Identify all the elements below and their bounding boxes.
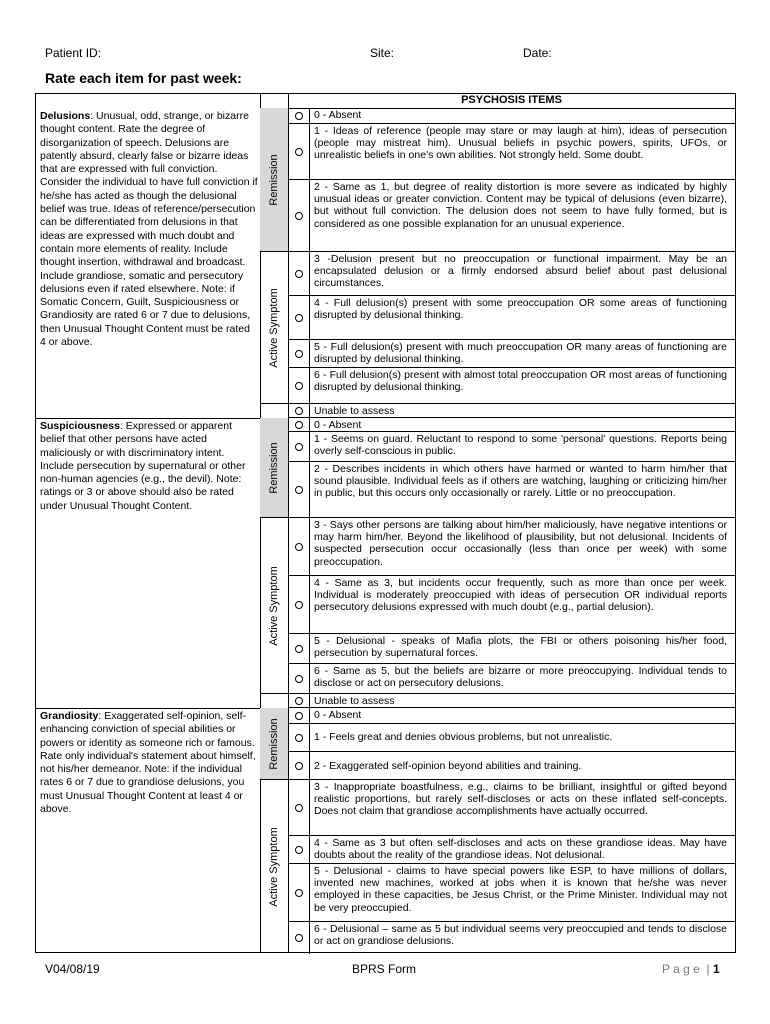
grandiosity-option-6[interactable]: 6 - Delusional – same as 5 but individual seems very preoccupied and tends to disclose or act on grandiose delusions. bbox=[288, 922, 735, 954]
suspiciousness-description bbox=[40, 420, 258, 513]
suspiciousness-name: Suspiciousness bbox=[40, 420, 120, 432]
radio-icon[interactable] bbox=[295, 645, 303, 653]
grandiosity-text: : Exaggerated self-opinion, self-enhancing conviction of special abilities or powers or identity as someone rich or famous. Rate only individual's statement about himself, not his/her demeanor. Note: if the individual rates 6 or 7 due to grandiose delusions, you must Unusual Thought Content at least 4 or above. bbox=[40, 710, 256, 816]
page-title: Rate each item for past week: bbox=[45, 70, 242, 86]
grandiosity-option-1[interactable]: 1 - Feels great and denies obvious problems, but not unrealistic. bbox=[288, 724, 735, 752]
radio-icon[interactable] bbox=[295, 486, 303, 494]
radio-icon[interactable] bbox=[295, 762, 303, 770]
suspiciousness-option-4[interactable]: 4 - Same as 3, but incidents occur frequently, such as more than once per week. Individual is moderately preoccupied with ideas of persecution OR individual reports persecutory delusions expressed with much doubt (e.g., partial delusion). bbox=[288, 576, 735, 634]
radio-icon[interactable] bbox=[295, 407, 303, 415]
psychosis-items-table bbox=[35, 93, 736, 953]
grandiosity-option-2[interactable]: 2 - Exaggerated self-opinion beyond abilities and training. bbox=[288, 752, 735, 780]
radio-icon[interactable] bbox=[295, 601, 303, 609]
radio-icon[interactable] bbox=[295, 148, 303, 156]
form-name: BPRS Form bbox=[352, 962, 417, 976]
delusions-option-5[interactable]: 5 - Full delusion(s) present with much preoccupation OR many areas of functioning are disrupted by delusional thinking. bbox=[288, 340, 735, 368]
delusions-description bbox=[40, 110, 258, 349]
suspiciousness-option-3[interactable]: 3 - Says other persons are talking about him/her maliciously, have negative intentions or may harm him/her. Beyond the likelihood of plausibility, but not delusional. Incidents of suspected persecution occur occasionally (less than once per week) with some preoccupation. bbox=[288, 518, 735, 576]
grandiosity-description bbox=[40, 710, 258, 816]
delusions-active-section: Active Symptom bbox=[260, 252, 288, 404]
radio-icon[interactable] bbox=[295, 934, 303, 942]
delusions-option-6[interactable]: 6 - Full delusion(s) present with almost total preoccupation OR most areas of functioning disrupted by delusional thinking. bbox=[288, 368, 735, 404]
delusions-option-4[interactable]: 4 - Full delusion(s) present with some preoccupation OR some areas of functioning disrupted by delusional thinking. bbox=[288, 296, 735, 340]
radio-icon[interactable] bbox=[295, 675, 303, 683]
radio-icon[interactable] bbox=[295, 712, 303, 720]
delusions-option-1[interactable]: 1 - Ideas of reference (people may stare or may laugh at him), ideas of persecution (people may mistreat him). Unusual beliefs in psychic powers, spirits, UFOs, or unrealistic beliefs in one's own abilities. Not strongly held. Some doubt. bbox=[288, 124, 735, 180]
radio-icon[interactable] bbox=[295, 804, 303, 812]
page-number: 1 bbox=[712, 962, 720, 976]
delusions-name: Delusions bbox=[40, 110, 91, 122]
radio-icon[interactable] bbox=[295, 112, 303, 120]
page-label: P a g e | 1 bbox=[662, 962, 720, 976]
site-label: Site: bbox=[370, 46, 395, 60]
radio-icon[interactable] bbox=[295, 543, 303, 551]
delusions-option-unable[interactable]: Unable to assess bbox=[288, 404, 735, 418]
suspiciousness-active-section: Active Symptom bbox=[260, 518, 288, 694]
grandiosity-option-4[interactable]: 4 - Same as 3 but often self-discloses and acts on these grandiose ideas. May have doubts about the reality of the grandiose ideas. Not delusional. bbox=[288, 836, 735, 864]
patient-id-label: Patient ID: bbox=[45, 46, 102, 60]
radio-icon[interactable] bbox=[295, 421, 303, 429]
radio-icon[interactable] bbox=[295, 734, 303, 742]
table-heading: PSYCHOSIS ITEMS bbox=[461, 94, 562, 106]
grandiosity-name: Grandiosity bbox=[40, 710, 99, 722]
grandiosity-option-0[interactable]: 0 - Absent bbox=[288, 708, 735, 724]
suspiciousness-option-6[interactable]: 6 - Same as 5, but the beliefs are bizarre or more preoccupying. Individual tends to disclose or act on persecutory delusions. bbox=[288, 664, 735, 694]
radio-icon[interactable] bbox=[295, 212, 303, 220]
radio-icon[interactable] bbox=[295, 350, 303, 358]
suspiciousness-option-0[interactable]: 0 - Absent bbox=[288, 418, 735, 432]
date-label: Date: bbox=[523, 46, 552, 60]
grandiosity-remission-section: Remission bbox=[260, 708, 288, 780]
radio-icon[interactable] bbox=[295, 846, 303, 854]
delusions-option-2[interactable]: 2 - Same as 1, but degree of reality distortion is more severe as indicated by highly unusual ideas or greater conviction. Content may be typical of delusions (even bizarre), but without full conviction. The delusion does not seem to have fully formed, but is considered as one possible explanation for an unusual experience. bbox=[288, 180, 735, 252]
suspiciousness-option-1[interactable]: 1 - Seems on guard. Reluctant to respond to some 'personal' questions. Reports being overly self-conscious in public. bbox=[288, 432, 735, 462]
suspiciousness-text: : Expressed or apparent belief that other persons have acted maliciously or with discriminatory intent. Include persecution by supernatural or other non-human agencies (e.g., the devil). Note: ratings or 3 or above should also be rated under Unusual Thought Content. bbox=[40, 420, 246, 512]
suspiciousness-option-5[interactable]: 5 - Delusional - speaks of Mafia plots, the FBI or others poisoning his/her food, persecution by supernatural forces. bbox=[288, 634, 735, 664]
suspiciousness-option-2[interactable]: 2 - Describes incidents in which others have harmed or wanted to harm him/her that sound plausible. Individual feels as if others are watching, laughing or criticizing him/her in public, but this occurs only occasionally or rarely. Little or no preoccupation. bbox=[288, 462, 735, 518]
version-label: V04/08/19 bbox=[45, 962, 100, 976]
grandiosity-option-3[interactable]: 3 - Inappropriate boastfulness, e.g., claims to be brilliant, insightful or gifted beyond realistic proportions, but rarely self-discloses or acts on these inflated self-concepts. Does not claim that grandiose accomplishments have actually occurred. bbox=[288, 780, 735, 836]
radio-icon[interactable] bbox=[295, 697, 303, 705]
radio-icon[interactable] bbox=[295, 270, 303, 278]
radio-icon[interactable] bbox=[295, 382, 303, 390]
radio-icon[interactable] bbox=[295, 314, 303, 322]
delusions-option-3[interactable]: 3 -Delusion present but no preoccupation or functional impairment. May be an encapsulated delusion or a firmly endorsed absurd belief about past delusional circumstances. bbox=[288, 252, 735, 296]
delusions-remission-section: Remission bbox=[260, 108, 288, 252]
grandiosity-active-section: Active Symptom bbox=[268, 827, 280, 907]
delusions-text: : Unusual, odd, strange, or bizarre thought content. Rate the degree of disorganization of speech. Delusions are patently absurd, clearly false or bizarre ideas that are expressed with full conviction. Consider the individual to have full conviction if he/she has acted as though the delusional belief was true. Ideas of reference/persecution can be differentiated from delusions in that ideas are expressed with much doubt and contain more elements of reality. Include thought insertion, withdrawal and broadcast. Include grandiose, somatic and persecutory delusions even if rated elsewhere. Note: if Somatic Concern, Guilt, Suspiciousness or Grandiosity are rated 6 or 7 due to delusions, then Unusual Thought Content must be rated 4 or above. bbox=[40, 110, 258, 349]
radio-icon[interactable] bbox=[295, 889, 303, 897]
delusions-option-0[interactable]: 0 - Absent bbox=[288, 108, 735, 124]
suspiciousness-remission-section: Remission bbox=[260, 418, 288, 518]
radio-icon[interactable] bbox=[295, 443, 303, 451]
suspiciousness-option-unable[interactable]: Unable to assess bbox=[288, 694, 735, 708]
grandiosity-option-5[interactable]: 5 - Delusional - claims to have special powers like ESP, to have millions of dollars, invented new machines, worked at jobs when it is known that he/she was never employed in these capacities, be Jesus Christ, or the Prime Minister. Individual may not be very preoccupied. bbox=[288, 864, 735, 922]
